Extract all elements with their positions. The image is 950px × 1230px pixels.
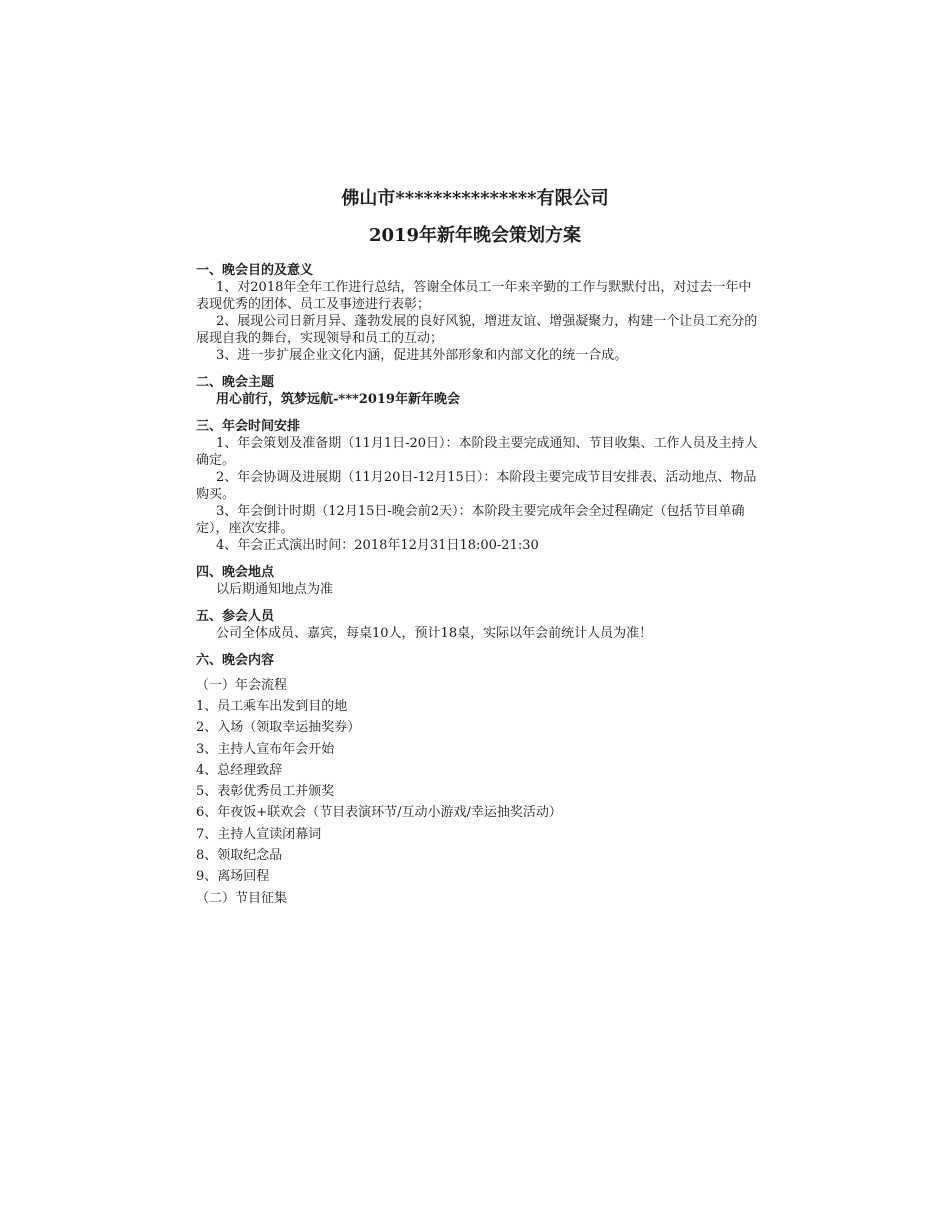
list-item: 4、总经理致辞 <box>196 762 283 778</box>
section-venue <box>196 564 764 598</box>
section-heading: 二、晚会主题 <box>196 375 275 390</box>
paragraph: 1、年会策划及准备期（11月1日-20日）：本阶段主要完成通知、节目收集、工作人员及主持人确定。 <box>196 436 758 468</box>
list-item: 8、领取纪念品 <box>196 848 283 864</box>
subsection-heading: （一）年会流程 <box>196 678 288 693</box>
section-heading: 六、晚会内容 <box>196 653 275 668</box>
paragraph: 2、展现公司日新月异、蓬勃发展的良好风貌，增进友谊、增强凝聚力，构建一个让员工充分的展现自我的舞台，实现领导和员工的互动； <box>196 314 758 346</box>
section-purpose <box>196 262 764 364</box>
list-item: 1、员工乘车出发到目的地 <box>196 699 348 714</box>
paragraph: 3、年会倒计时期（12月15日-晚会前2天）：本阶段主要完成年会全过程确定（包括节目单确定），座次安排。 <box>196 504 745 536</box>
section-heading: 五、参会人员 <box>196 609 275 624</box>
section-theme <box>196 374 764 408</box>
paragraph: 以后期通知地点为准 <box>216 582 334 597</box>
paragraph: 3、进一步扩展企业文化内涵，促进其外部形象和内部文化的统一合成。 <box>216 348 628 363</box>
document-body <box>196 262 764 909</box>
list-item: 7、主持人宣读闭幕词 <box>196 826 322 842</box>
section-heading: 一、晚会目的及意义 <box>196 263 314 278</box>
list-item: 9、离场回程 <box>196 869 270 885</box>
paragraph: 2、年会协调及进展期（11月20日-12月15日）：本阶段主要完成节目安排表、活动地点、物品购买。 <box>196 470 757 502</box>
section-attendees <box>196 608 764 642</box>
section-schedule <box>196 418 764 554</box>
list-item: 6、年夜饭+联欢会（节目表演环节/互动小游戏/幸运抽奖活动） <box>196 805 562 821</box>
paragraph: 4、年会正式演出时间：2018年12月31日18:00-21:30 <box>216 538 539 553</box>
plan-title: 2019年新年晚会策划方案 <box>368 225 582 246</box>
list-item: 5、表彰优秀员工并颁奖 <box>196 784 335 800</box>
section-heading: 四、晚会地点 <box>196 565 275 580</box>
list-item: 3、主持人宣布年会开始 <box>196 741 335 757</box>
section-heading: 三、年会时间安排 <box>196 419 301 434</box>
company-title: 佛山市***************有限公司 <box>341 188 609 209</box>
paragraph: 1、对2018年全年工作进行总结，答谢全体员工一年来辛勤的工作与默默付出，对过去一年中表现优秀的团体、员工及事迹进行表彰； <box>196 280 752 312</box>
theme-text: 用心前行，筑梦远航-***2019年新年晚会 <box>216 392 460 407</box>
list-item: 2、入场（领取幸运抽奖券） <box>196 720 361 736</box>
subsection-heading: （二）节目征集 <box>196 890 288 906</box>
paragraph: 公司全体成员、嘉宾，每桌10人，预计18桌，实际以年会前统计人员为准！ <box>216 626 653 641</box>
section-content <box>196 652 764 909</box>
